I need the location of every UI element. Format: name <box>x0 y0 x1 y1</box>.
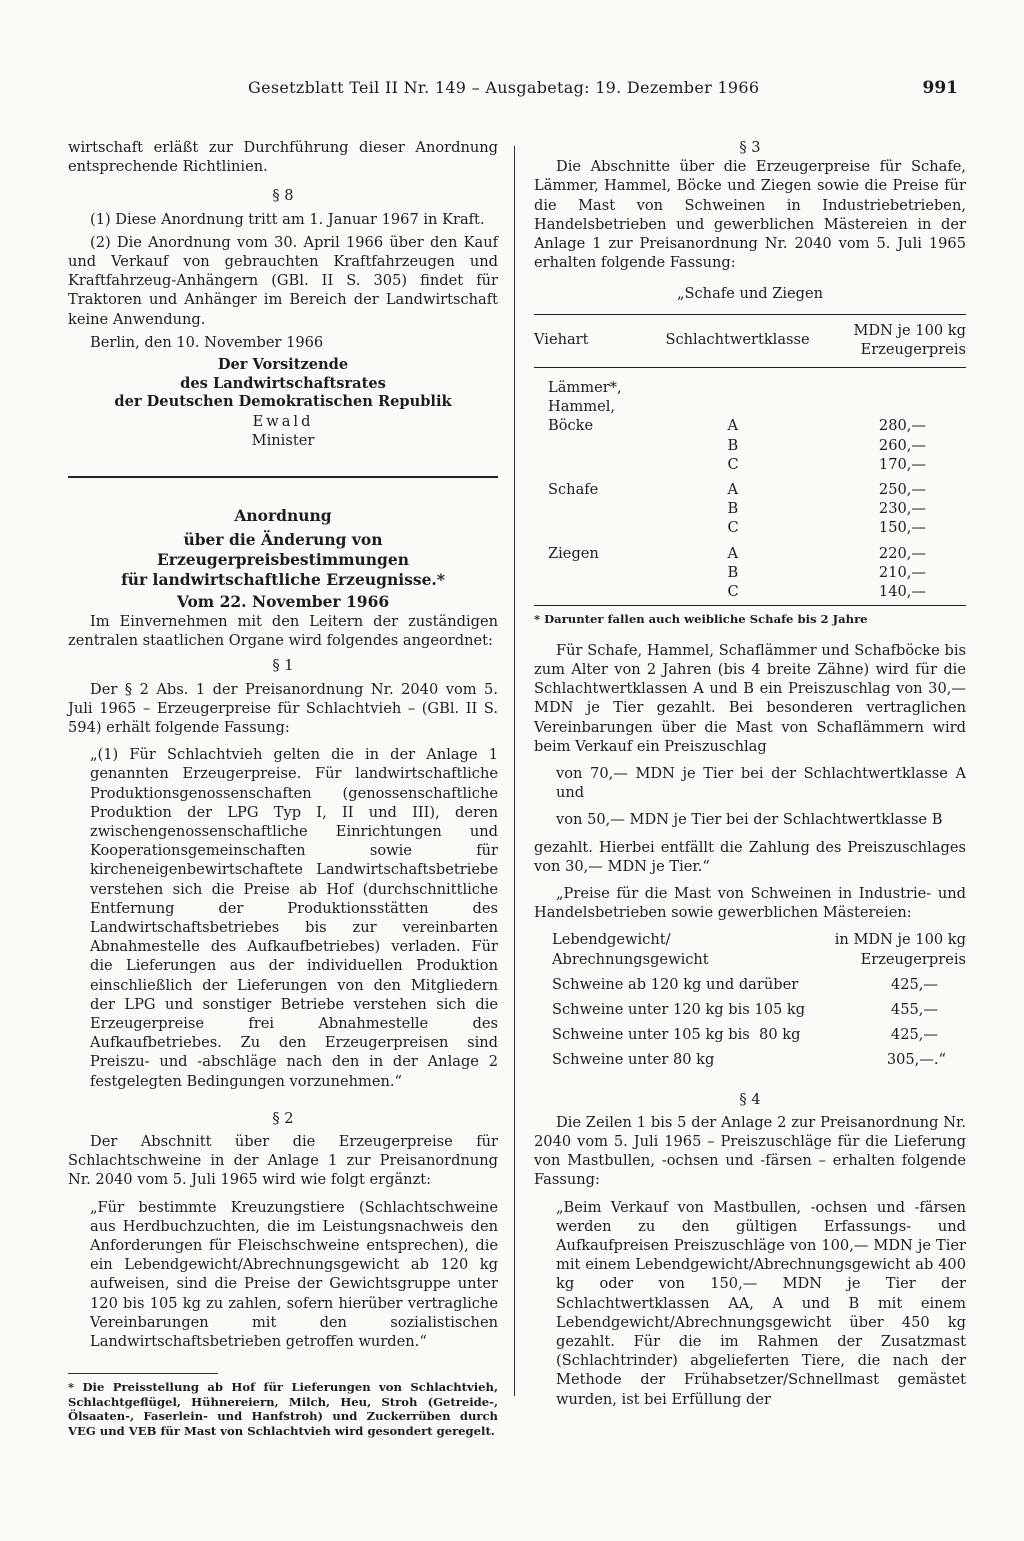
group-bocke: Böcke <box>548 417 594 435</box>
section-1-quote-block <box>68 745 498 1091</box>
section-4-quote: „Beim Verkauf von Mastbullen, -ochsen und -färsen werden zu den gültigen Erfassungs- und Aufkaufpreisen Preiszuschläge von 100,— MDN je Tier mit einem Lebendgewicht/Abrechnungsgewicht ab 400 kg oder von 150,— MDN je Tier der Schlachtwertklassen AA, A und B mit einem Lebendgewicht/Abrechnungsgewicht über 450 kg gezahlt. Für die im Rahmen der Zusatzmast (Schlachtrinder) abgelieferten Tiere, die nach der Methode der Frühabsetzer/Schnellmast gemästet wurden, ist bei Erfüllung der <box>556 1198 966 1408</box>
group-lammer: Lämmer*, <box>548 379 622 397</box>
section-8-heading: § 8 <box>272 187 294 205</box>
table-row <box>534 582 966 606</box>
price-table-pigs <box>534 928 966 1073</box>
table-title: „Schafe und Ziegen <box>676 285 824 303</box>
table-row <box>534 455 966 474</box>
price-table-sheep-goats <box>534 314 966 607</box>
class-cell: C <box>727 583 739 601</box>
price-cell: 220,— <box>878 544 926 562</box>
ordinance-subtitle-1: über die Änderung von Erzeugerpreisbestimmungen <box>156 529 410 569</box>
ordinance-title: Anordnung <box>234 505 332 525</box>
pig-row-price: 455,— <box>890 1001 938 1019</box>
group-ziegen: Ziegen <box>548 544 599 562</box>
ordinance-intro: Im Einvernehmen mit den Leitern der zuständigen zentralen staatlichen Organe wird folgendes angeordnet: <box>68 612 498 650</box>
ordinance-subtitle-2: für landwirtschaftliche Erzeugnisse.* <box>121 569 445 589</box>
header-viehart: Viehart <box>534 314 665 367</box>
price-cell: 250,— <box>878 481 926 499</box>
price-cell: 230,— <box>878 500 926 518</box>
section-4-quote-block <box>534 1198 966 1409</box>
header-schlachtwertklasse: Schlachtwertklasse <box>665 314 809 367</box>
class-cell: B <box>727 563 739 581</box>
price-cell: 170,— <box>878 455 926 473</box>
price-cell: 260,— <box>878 436 926 454</box>
left-column <box>68 138 498 1438</box>
section-2-heading: § 2 <box>272 1109 294 1127</box>
table-row <box>534 563 966 582</box>
table-row <box>534 499 966 518</box>
signature-role: Minister <box>251 431 315 449</box>
table-row <box>534 518 966 537</box>
pig-row-price: 425,— <box>890 975 938 993</box>
place-date: Berlin, den 10. November 1966 <box>90 333 324 351</box>
paragraph-preise-mast: „Preise für die Mast von Schweinen in Industrie- und Handelsbetrieben sowie gewerblichen Mästereien: <box>534 885 966 922</box>
table-row <box>534 436 966 455</box>
section-1-paragraph: Der § 2 Abs. 1 der Preisanordnung Nr. 2040 vom 5. Juli 1965 – Erzeugerpreise für Schlachtvieh – (GBl. II S. 594) erhält folgende Fassung: <box>68 680 498 736</box>
section-4-heading: § 4 <box>739 1090 761 1108</box>
table-row <box>534 378 966 397</box>
class-cell: C <box>727 455 739 473</box>
pig-header-weight-line-2: Abrechnungsgewicht <box>552 950 709 968</box>
price-cell: 210,— <box>878 563 926 581</box>
table-row <box>534 1048 966 1073</box>
table-row <box>534 416 966 435</box>
pig-row-label: Schweine unter 105 kg bis 80 kg <box>552 1026 801 1044</box>
section-4-paragraph: Die Zeilen 1 bis 5 der Anlage 2 zur Preisanordnung Nr. 2040 vom 5. Juli 1965 – Preiszuschläge für die Lieferung von Mastbullen, -ochsen und -färsen – erhalten folgende Fassung: <box>534 1113 966 1189</box>
signature-line-2: des Landwirtschaftsrates <box>180 374 386 392</box>
section-2-quote-block <box>68 1198 498 1352</box>
paragraph-von-70: von 70,— MDN je Tier bei der Schlachtwertklasse A und <box>556 764 966 802</box>
group-schafe: Schafe <box>548 481 599 499</box>
price-cell: 150,— <box>878 519 926 537</box>
pig-row-label: Schweine unter 80 kg <box>552 1051 715 1069</box>
signature-line-3: der Deutschen Demokratischen Republik <box>114 393 452 411</box>
table-row <box>534 998 966 1023</box>
table-row <box>534 397 966 416</box>
section-1-quote: „(1) Für Schlachtvieh gelten die in der Anlage 1 genannten Erzeugerpreise. Für landwirtschaftliche Produktionsgenossenschaften (genossenschaftliche Produktion der LPG Typ I, II und III), deren zwischengenossenschaftliche Einrichtungen und Kooperationsgemeinschaften sowie für kircheneigenbewirtschaftete Landwirtschaftsbetriebe verstehen sich die Preise ab Hof (durchschnittliche Entfernung der Produktionsstätten des Landwirtschaftsbetriebes bis zur vereinbarten Abnahmestelle des Aufkaufbetriebes) verladen. Für die Lieferungen aus der individuellen Produktion einschließlich der Lieferungen von den Mitgliedern der LPG und sonstiger Betriebe verstehen sich die Erzeugerpreise frei Abnahmestelle des Aufkaufbetriebes. Zu den Erzeugerpreisen sind Preiszu- und -abschläge nach den in der Anlage 2 festgelegten Bedingungen vorzunehmen.“ <box>90 746 498 1090</box>
price-cell: 280,— <box>878 417 926 435</box>
section-8-paragraph-1: (1) Diese Anordnung tritt am 1. Januar 1967 in Kraft. <box>90 210 485 228</box>
header-title: Gesetzblatt Teil II Nr. 149 – Ausgabetag: 19. Dezember 1966 <box>248 78 760 97</box>
pig-row-label: Schweine unter 120 kg bis 105 kg <box>552 1001 806 1019</box>
table-row <box>534 1023 966 1048</box>
signature-block <box>68 356 498 450</box>
section-3-paragraph: Die Abschnitte über die Erzeugerpreise für Schafe, Lämmer, Hammel, Böcke und Ziegen sowie die Preise für die Mast von Schweinen in Industriebetrieben, Handelsbetrieben und gewerblichen Mästereien in der Anlage 1 zur Preisanordnung Nr. 2040 vom 5. Juli 1965 erhalten folgende Fassung: <box>534 158 966 272</box>
pig-header-price-line-1: in MDN je 100 kg <box>834 931 966 949</box>
pig-row-price: 425,— <box>890 1026 938 1044</box>
class-cell: B <box>727 436 739 454</box>
paragraph-gezahlt: gezahlt. Hierbei entfällt die Zahlung des Preiszuschlages von 30,— MDN je Tier.“ <box>534 838 966 875</box>
table-row <box>534 480 966 499</box>
section-1-heading: § 1 <box>272 657 294 675</box>
signature-line-1: Der Vorsitzende <box>217 356 349 374</box>
pig-header-price <box>825 928 966 972</box>
signature-name: Ewald <box>252 412 314 430</box>
column-divider <box>514 146 515 1396</box>
page-number: 991 <box>922 78 958 98</box>
group-hammel: Hammel, <box>548 398 616 416</box>
footnote: * Die Preisstellung ab Hof für Lieferungen von Schlachtvieh, Schlachtgeflügel, Hühnereiern, Milch, Heu, Stroh (Getreide-, Ölsaaten-, Faserlein- und Hanfstroh) und Zuckerrüben durch VEG und VEB für Mast von Schlachtvieh wird gesondert geregelt. <box>68 1380 498 1438</box>
pig-header-price-line-2: Erzeugerpreis <box>860 950 966 968</box>
pig-table-header <box>534 928 966 972</box>
header-price-line-1: MDN je 100 kg <box>853 321 966 339</box>
class-cell: A <box>727 481 739 499</box>
class-cell: C <box>727 519 739 537</box>
class-cell: A <box>727 544 739 562</box>
paragraph-schafe: Für Schafe, Hammel, Schaflämmer und Schafböcke bis zum Alter von 2 Jahren (bis 4 breite Zähne) wird für die Schlachtwertklassen A und B ein Preiszuschlag von 30,— MDN je Tier gezahlt. Bei besonderen vertraglichen Vereinbarungen über die Mast von Schaflämmern wird beim Verkauf ein Preiszuschlag <box>534 641 966 755</box>
header-price-line-2: Erzeugerpreis <box>860 340 966 358</box>
ordinance-date: Vom 22. November 1966 <box>176 591 390 611</box>
pig-header-weight <box>534 928 825 972</box>
table-row <box>534 544 966 563</box>
header-price <box>810 314 966 367</box>
section-2-quote: „Für bestimmte Kreuzungstiere (Schlachtschweine aus Herdbuchzuchten, die im Leistungsnachweis den Anforderungen für Fleischschweine entsprechen), die ein Lebendgewicht/Abrechnungsgewicht ab 120 kg aufweisen, sind die Preise der Gewichtsgruppe unter 120 bis 105 kg zu zahlen, sofern hierüber vertragliche Vereinbarungen mit den sozialistischen Landwirtschaftsbetrieben getroffen wurden.“ <box>90 1198 498 1351</box>
table-header-row <box>534 314 966 367</box>
right-column <box>534 138 966 1409</box>
table-row <box>534 973 966 998</box>
paragraph-von-50: von 50,— MDN je Tier bei der Schlachtwertklasse B <box>556 811 943 829</box>
footnote-rule <box>68 1373 218 1374</box>
section-divider <box>68 476 498 478</box>
pig-row-label: Schweine ab 120 kg und darüber <box>552 975 799 993</box>
intro-text: wirtschaft erläßt zur Durchführung dieser Anordnung entsprechende Richtlinien. <box>68 139 498 176</box>
class-cell: B <box>727 500 739 518</box>
section-2-paragraph: Der Abschnitt über die Erzeugerpreise für Schlachtschweine in der Anlage 1 zur Preisanordnung Nr. 2040 vom 5. Juli 1965 wird wie folgt ergänzt: <box>68 1133 498 1189</box>
table-footnote: * Darunter fallen auch weibliche Schafe bis 2 Jahre <box>534 612 868 627</box>
section-8-paragraph-2: (2) Die Anordnung vom 30. April 1966 über den Kauf und Verkauf von gebrauchten Kraftfahrzeugen und Kraftfahrzeug-Anhängern (GBl. II S. 305) findet für Traktoren und Anhänger im Bereich der Landwirtschaft keine Anwendung. <box>68 233 498 328</box>
price-cell: 140,— <box>878 583 926 601</box>
ordinance-heading <box>68 506 498 612</box>
page-header <box>68 78 958 100</box>
class-cell: A <box>727 417 739 435</box>
pig-row-price: 305,—.“ <box>886 1051 946 1069</box>
pig-header-weight-line-1: Lebendgewicht/ <box>552 931 671 949</box>
section-3-heading: § 3 <box>739 139 761 156</box>
